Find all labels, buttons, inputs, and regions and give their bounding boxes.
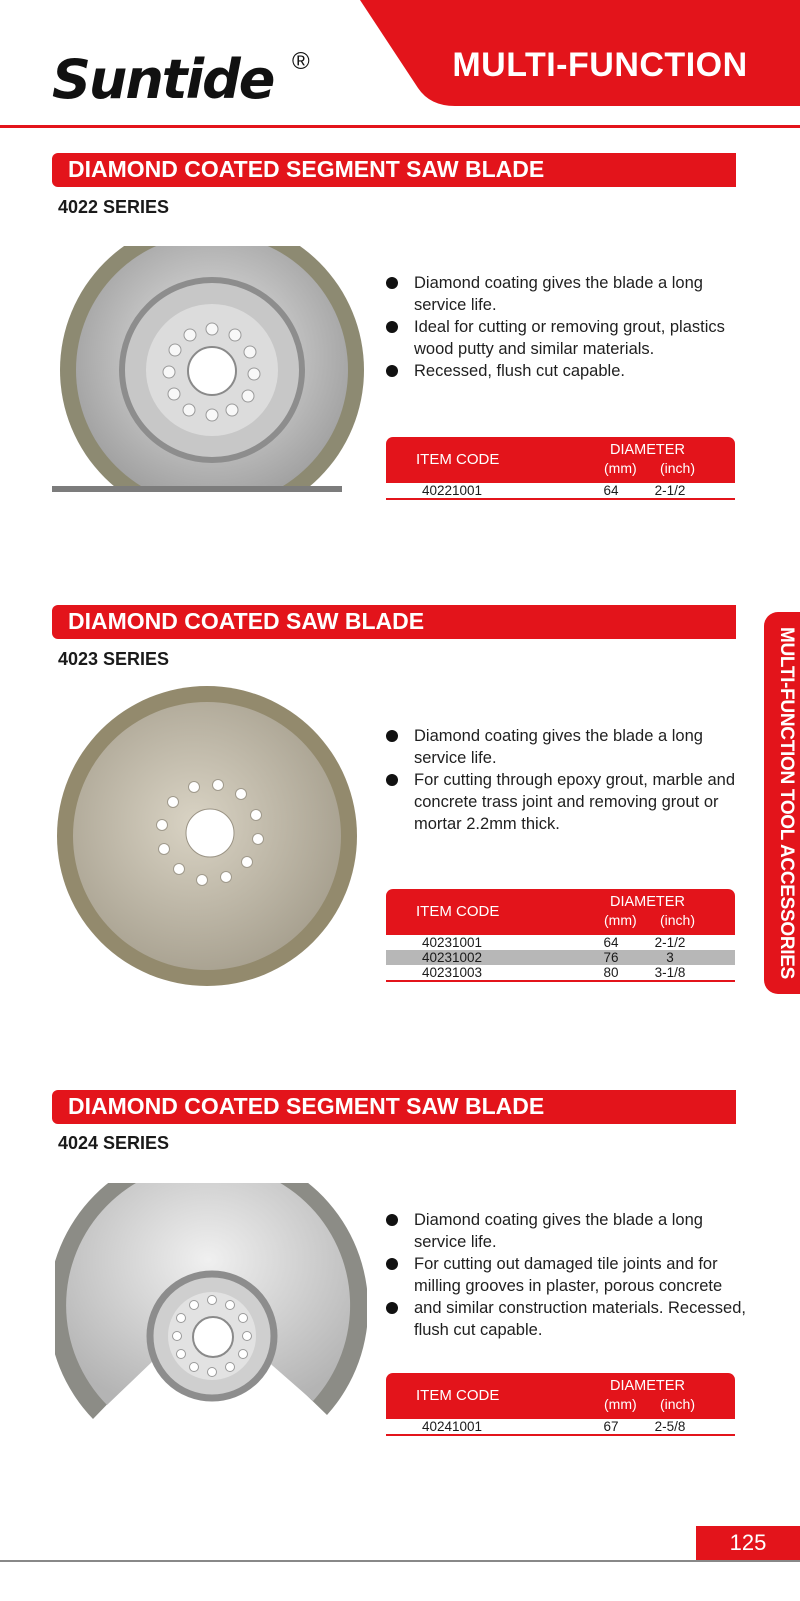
header-inch: (inch) — [660, 912, 696, 928]
product-series: 4023 SERIES — [58, 649, 170, 669]
segment-saw-blade-image — [55, 1183, 367, 1423]
bullet-icon — [386, 1258, 398, 1270]
product-series: 4022 SERIES — [58, 197, 170, 217]
header-mm: (mm) — [604, 1396, 637, 1412]
product-title-bar — [52, 605, 736, 639]
feature-item: Recessed, flush cut capable. — [386, 360, 746, 382]
header-inch: (inch) — [660, 1396, 696, 1412]
table-bottom-rule — [386, 1434, 735, 1436]
spec-table — [386, 437, 735, 500]
feature-list — [386, 272, 746, 382]
brand-logo: Suntide — [52, 48, 274, 111]
product-title-bar — [52, 153, 736, 187]
bullet-icon — [386, 277, 398, 289]
feature-item: and similar construction materials. Recessed, flush cut capable. — [386, 1297, 746, 1341]
feature-item: For cutting out damaged tile joints and for milling grooves in plaster, porous concrete — [386, 1253, 746, 1297]
feature-list — [386, 1209, 746, 1341]
page-category-title: MULTI-FUNCTION — [452, 46, 748, 84]
header-item-code: ITEM CODE — [416, 1387, 500, 1404]
header-divider — [0, 125, 800, 128]
footer-divider — [0, 1560, 800, 1562]
header-item-code: ITEM CODE — [416, 903, 500, 920]
header-mm: (mm) — [604, 460, 637, 476]
header-diameter: DIAMETER — [610, 894, 685, 910]
product-series: 4024 SERIES — [58, 1133, 170, 1153]
page-number: 125 — [729, 1530, 767, 1555]
spec-table — [386, 1373, 735, 1436]
page-number-box — [696, 1526, 800, 1560]
header-inch: (inch) — [660, 460, 696, 476]
spec-table-header — [386, 889, 735, 935]
header-diameter: DIAMETER — [610, 442, 685, 458]
spec-table — [386, 889, 735, 982]
side-category-label: MULTI-FUNCTION TOOL ACCESSORIES — [776, 626, 797, 980]
trademark-symbol: ® — [292, 48, 310, 75]
feature-item: For cutting through epoxy grout, marble and concrete trass joint and removing grout or mortar 2.2mm thick. — [386, 769, 746, 835]
feature-item: Diamond coating gives the blade a long service life. — [386, 725, 746, 769]
product-title: DIAMOND COATED SEGMENT SAW BLADE — [68, 156, 545, 182]
table-row: 40221001 64 2-1/2 — [422, 483, 686, 498]
feature-item: Ideal for cutting or removing grout, plastics wood putty and similar materials. — [386, 316, 746, 360]
feature-list — [386, 725, 746, 835]
bullet-icon — [386, 1302, 398, 1314]
table-row: 40231003 80 3-1/8 — [422, 965, 686, 980]
table-row: 40231001 64 2-1/2 — [422, 935, 686, 950]
header-item-code: ITEM CODE — [416, 451, 500, 468]
segment-saw-blade-image — [52, 246, 370, 502]
spec-table-header — [386, 1373, 735, 1419]
table-row: 40231002 76 3 — [386, 950, 735, 965]
feature-item: Diamond coating gives the blade a long service life. — [386, 1209, 746, 1253]
bullet-icon — [386, 365, 398, 377]
header-diameter: DIAMETER — [610, 1378, 685, 1394]
product-title: DIAMOND COATED SAW BLADE — [68, 608, 425, 634]
feature-item: Diamond coating gives the blade a long service life. — [386, 272, 746, 316]
table-bottom-rule — [386, 980, 735, 982]
bullet-icon — [386, 1214, 398, 1226]
header-mm: (mm) — [604, 912, 637, 928]
bullet-icon — [386, 321, 398, 333]
spec-table-header — [386, 437, 735, 483]
round-saw-blade-image — [52, 684, 362, 988]
bullet-icon — [386, 730, 398, 742]
table-bottom-rule — [386, 498, 735, 500]
product-title: DIAMOND COATED SEGMENT SAW BLADE — [68, 1093, 545, 1119]
product-title-bar — [52, 1090, 736, 1124]
table-row: 40241001 67 2-5/8 — [422, 1419, 686, 1434]
bullet-icon — [386, 774, 398, 786]
